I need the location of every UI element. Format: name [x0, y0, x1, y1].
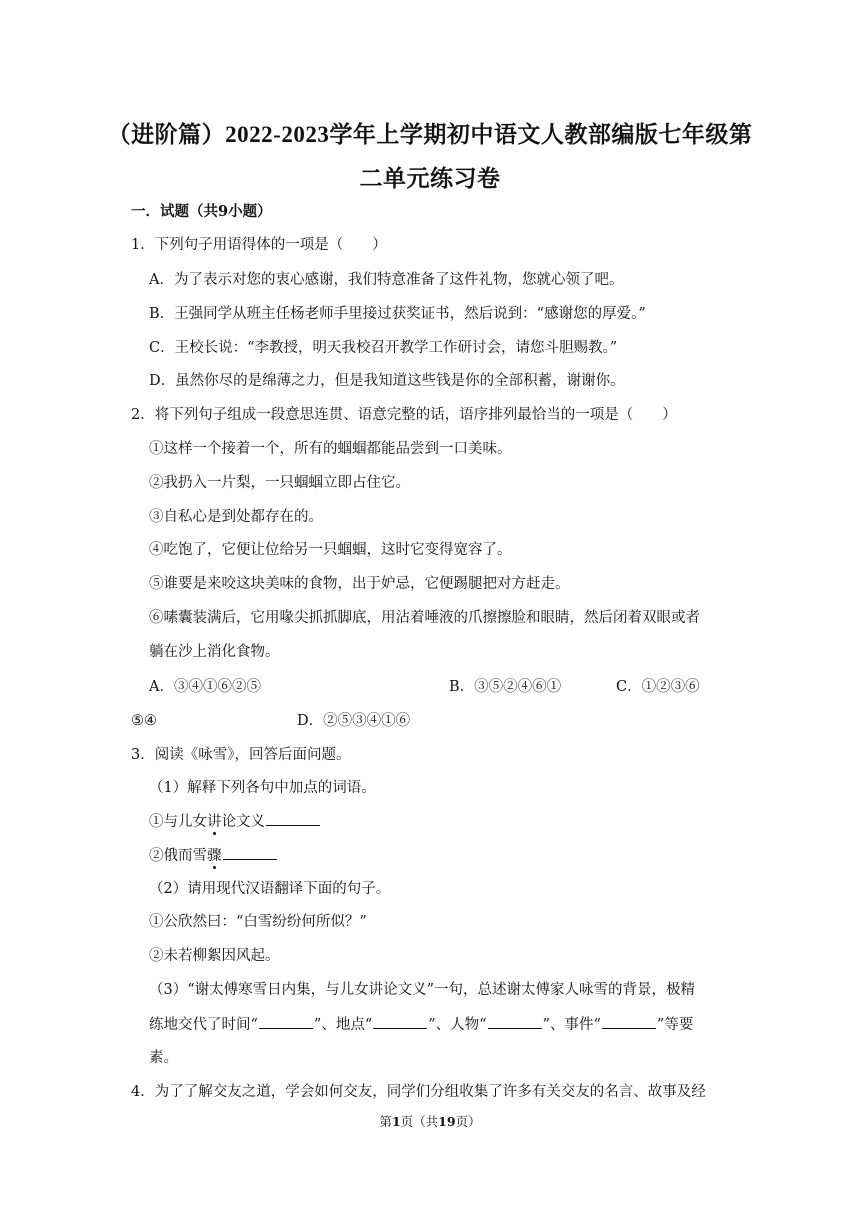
q3-part2: （2）请用现代汉语翻译下面的句子。	[149, 881, 391, 897]
q3-part3-line2: 练地交代了时间“ ”、地点“ ”、人物“ ”、事件“ ”等要	[149, 1017, 694, 1033]
q2-sentence-5: ⑤谁要是来咬这块美味的食物，出于妒忌，它便踢腿把对方赶走。	[149, 576, 570, 592]
q1-option-c: C．王校长说：“李教授，明天我校召开教学工作研讨会，请您斗胆赐教。”	[149, 340, 618, 356]
q2-sentence-3: ③自私心是到处都存在的。	[149, 509, 323, 525]
emphasis-dot-char: 骤	[207, 848, 222, 864]
page-title-line1: （进阶篇）2022-2023学年上学期初中语文人教部编版七年级第	[107, 122, 753, 147]
q2-sentence-6b: 躺在沙上消化食物。	[149, 644, 280, 660]
q2-sentence-1: ①这样一个接着一个，所有的蝈蝈都能品尝到一口美味。	[149, 441, 512, 457]
answer-blank[interactable]	[223, 846, 277, 860]
q1-option-b: B．王强同学从班主任杨老师手里接过获奖证书，然后说到：“感谢您的厚爱。”	[149, 306, 646, 322]
answer-blank-people[interactable]	[488, 1015, 542, 1029]
page-footer: 第1页（共19页）	[379, 1114, 481, 1129]
q2-option-b: B．③⑤②④⑥①	[449, 679, 562, 695]
q3-part1-item-b: ②俄而雪骤	[149, 846, 278, 865]
q1-option-d: D．虽然你尽的是绵薄之力，但是我知道这些钱是你的全部积蓄，谢谢你。	[149, 373, 625, 389]
q3-stem: 3．阅读《咏雪》，回答后面问题。	[131, 747, 351, 763]
q2-stem: 2．将下列句子组成一段意思连贯、语意完整的话，语序排列最恰当的一项是（ ）	[131, 407, 677, 423]
emphasis-dot-char: 讲	[207, 814, 222, 830]
q2-option-c: C．①②③⑥	[616, 679, 700, 695]
q3-part3-line1: （3）“谢太傅寒雪日内集，与儿女讲论文义”一句，总述谢太傅家人咏雪的背景，极精	[149, 982, 696, 998]
q2-option-a: A．③④①⑥②⑤	[149, 679, 261, 695]
answer-blank[interactable]	[266, 812, 320, 826]
q1-stem: 1．下列句子用语得体的一项是（ ）	[131, 237, 387, 253]
q3-part1: （1）解释下列各句中加点的词语。	[149, 780, 376, 796]
answer-blank-time[interactable]	[259, 1015, 313, 1029]
answer-blank-event[interactable]	[602, 1015, 656, 1029]
answer-blank-place[interactable]	[373, 1015, 427, 1029]
q2-sentence-2: ②我扔入一片梨，一只蝈蝈立即占住它。	[149, 475, 410, 491]
q2-sentence-6a: ⑥嗉囊装满后，它用喙尖抓抓脚底，用沾着唾液的爪擦擦脸和眼睛，然后闭着双眼或者	[149, 610, 700, 626]
page-title-line2: 二单元练习卷	[359, 166, 501, 191]
q3-part3-line3: 素。	[149, 1050, 178, 1066]
q3-part1-item-a: ①与儿女讲论文义	[149, 812, 321, 831]
section-heading: 一．试题（共9小题）	[131, 203, 272, 220]
q4-stem: 4．为了了解交友之道，学会如何交友，同学们分组收集了许多有关交友的名言、故事及经	[131, 1084, 706, 1100]
q2-option-d: D．②⑤③④①⑥	[297, 713, 411, 729]
q3-part2-item-a: ①公欣然曰：“白雪纷纷何所似？”	[149, 914, 367, 930]
q3-part2-item-b: ②未若柳絮因风起。	[149, 948, 280, 964]
q2-sentence-4: ④吃饱了，它便让位给另一只蝈蝈，这时它变得宽容了。	[149, 542, 512, 558]
q2-option-c-cont: ⑤④	[131, 713, 157, 729]
q1-option-a: A．为了表示对您的衷心感谢，我们特意准备了这件礼物，您就心领了吧。	[149, 272, 624, 288]
